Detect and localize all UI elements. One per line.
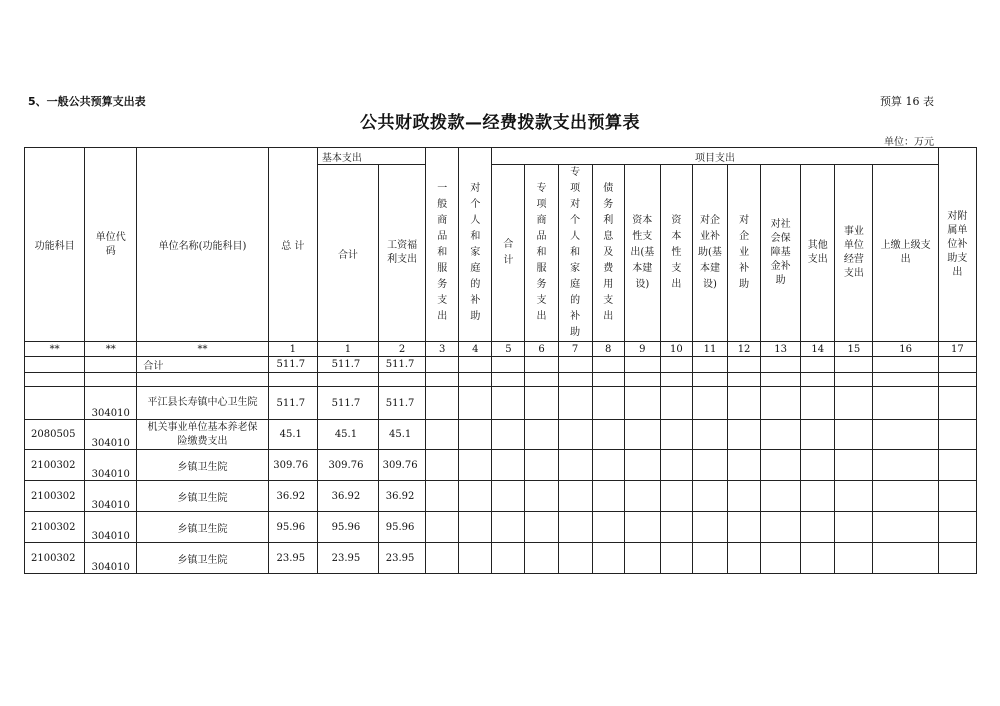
index-cell: 6 <box>525 342 558 357</box>
cell-func-subject <box>25 357 85 373</box>
index-cell: 3 <box>426 342 459 357</box>
cell-salary <box>379 373 426 387</box>
index-cell: 7 <box>558 342 592 357</box>
cell-salary: 95.96 <box>379 512 426 543</box>
cell-empty <box>728 450 761 481</box>
col-special-household: 专项对个人和家庭的补助 <box>558 165 592 342</box>
cell-empty <box>761 420 801 450</box>
cell-empty <box>558 357 592 373</box>
cell-empty <box>761 357 801 373</box>
index-cell: 10 <box>660 342 692 357</box>
cell-unit-code <box>85 357 137 373</box>
cell-unit-code: 304010 <box>85 387 137 420</box>
cell-empty <box>801 420 835 450</box>
cell-empty <box>692 373 727 387</box>
cell-empty <box>835 387 873 420</box>
cell-empty <box>459 357 492 373</box>
cell-empty <box>592 543 624 574</box>
cell-empty <box>558 512 592 543</box>
cell-basic-total <box>317 373 378 387</box>
cell-empty <box>660 450 692 481</box>
cell-empty <box>558 481 592 512</box>
cell-empty <box>660 373 692 387</box>
cell-salary: 511.7 <box>379 387 426 420</box>
cell-empty <box>692 512 727 543</box>
cell-empty <box>801 387 835 420</box>
cell-empty <box>525 543 558 574</box>
col-business-operation: 事业单位经营支出 <box>835 165 873 342</box>
cell-empty <box>761 543 801 574</box>
cell-empty <box>660 387 692 420</box>
cell-unit-name: 平江县长寿镇中心卫生院 <box>137 387 268 420</box>
cell-empty <box>525 481 558 512</box>
cell-func-subject <box>25 373 85 387</box>
cell-empty <box>426 481 459 512</box>
cell-empty <box>558 420 592 450</box>
cell-empty <box>624 387 660 420</box>
cell-basic-total: 95.96 <box>317 512 378 543</box>
cell-func-subject <box>25 387 85 420</box>
col-group-basic: 基本支出 <box>317 148 425 165</box>
cell-basic-total: 45.1 <box>317 420 378 450</box>
cell-empty <box>761 387 801 420</box>
cell-empty <box>426 543 459 574</box>
col-special-goods: 专项商品和服务支出 <box>525 165 558 342</box>
cell-empty <box>525 512 558 543</box>
cell-empty <box>692 450 727 481</box>
cell-unit-code: 304010 <box>85 543 137 574</box>
col-group-basic-ext <box>426 148 459 165</box>
index-cell: 15 <box>835 342 873 357</box>
cell-total: 511.7 <box>268 357 317 373</box>
cell-empty <box>426 450 459 481</box>
index-cell: 16 <box>873 342 938 357</box>
col-household-subsidy: 对个人和家庭的补助 <box>459 165 492 342</box>
cell-empty <box>459 387 492 420</box>
table-row <box>25 420 977 450</box>
cell-empty <box>938 450 976 481</box>
cell-empty <box>761 512 801 543</box>
table-row <box>25 387 977 420</box>
cell-empty <box>558 387 592 420</box>
cell-empty <box>801 373 835 387</box>
cell-empty <box>835 512 873 543</box>
cell-empty <box>938 481 976 512</box>
cell-empty <box>592 373 624 387</box>
cell-func-subject: 2100302 <box>25 450 85 481</box>
cell-unit-name: 合计 <box>137 357 268 373</box>
index-cell: 1 <box>268 342 317 357</box>
cell-empty <box>624 481 660 512</box>
cell-empty <box>692 543 727 574</box>
cell-empty <box>492 387 525 420</box>
table-row <box>25 357 977 373</box>
col-affiliated-subsidy: 对附属单位补助支出 <box>938 148 976 342</box>
index-cell: 1 <box>317 342 378 357</box>
index-cell: 12 <box>728 342 761 357</box>
cell-unit-code <box>85 373 137 387</box>
index-cell: ** <box>85 342 137 357</box>
col-social-security: 对社会保障基金补助 <box>761 165 801 342</box>
cell-empty <box>492 420 525 450</box>
table-number: 预算 16 表 <box>880 95 934 108</box>
table-row <box>25 373 977 387</box>
cell-salary: 36.92 <box>379 481 426 512</box>
cell-empty <box>835 543 873 574</box>
cell-empty <box>492 543 525 574</box>
cell-empty <box>558 450 592 481</box>
cell-basic-total: 23.95 <box>317 543 378 574</box>
col-unit-name: 单位名称(功能科目) <box>137 148 268 342</box>
cell-empty <box>873 481 938 512</box>
cell-empty <box>492 512 525 543</box>
cell-empty <box>692 387 727 420</box>
section-title: 5、一般公共预算支出表 <box>28 95 146 108</box>
cell-empty <box>459 543 492 574</box>
cell-empty <box>492 481 525 512</box>
cell-empty <box>938 420 976 450</box>
cell-empty <box>728 420 761 450</box>
cell-empty <box>761 481 801 512</box>
cell-basic-total: 511.7 <box>317 357 378 373</box>
cell-salary: 45.1 <box>379 420 426 450</box>
cell-empty <box>459 450 492 481</box>
col-project-total: 合计 <box>492 165 525 342</box>
cell-func-subject: 2100302 <box>25 512 85 543</box>
cell-empty <box>873 450 938 481</box>
cell-unit-code: 304010 <box>85 512 137 543</box>
cell-empty <box>801 357 835 373</box>
cell-empty <box>426 373 459 387</box>
cell-empty <box>938 373 976 387</box>
cell-empty <box>660 481 692 512</box>
cell-total: 36.92 <box>268 481 317 512</box>
cell-empty <box>592 387 624 420</box>
cell-empty <box>660 357 692 373</box>
cell-empty <box>835 481 873 512</box>
cell-total: 511.7 <box>268 387 317 420</box>
cell-empty <box>525 357 558 373</box>
cell-empty <box>624 357 660 373</box>
cell-func-subject: 2080505 <box>25 420 85 450</box>
cell-empty <box>426 387 459 420</box>
cell-empty <box>592 512 624 543</box>
cell-unit-name: 乡镇卫生院 <box>137 481 268 512</box>
cell-empty <box>835 373 873 387</box>
cell-total: 309.76 <box>268 450 317 481</box>
cell-empty <box>873 512 938 543</box>
cell-empty <box>692 357 727 373</box>
index-cell: ** <box>137 342 268 357</box>
cell-empty <box>624 450 660 481</box>
budget-table <box>24 147 977 574</box>
cell-empty <box>459 481 492 512</box>
cell-empty <box>692 420 727 450</box>
cell-empty <box>525 387 558 420</box>
index-cell: 17 <box>938 342 976 357</box>
cell-empty <box>558 543 592 574</box>
cell-empty <box>801 481 835 512</box>
cell-total <box>268 373 317 387</box>
cell-empty <box>873 373 938 387</box>
cell-empty <box>728 373 761 387</box>
cell-empty <box>624 373 660 387</box>
cell-empty <box>938 512 976 543</box>
cell-unit-name: 乡镇卫生院 <box>137 512 268 543</box>
table-row <box>25 450 977 481</box>
cell-empty <box>426 512 459 543</box>
cell-empty <box>459 373 492 387</box>
col-debt-interest: 债务利息及费用支出 <box>592 165 624 342</box>
index-cell: 4 <box>459 342 492 357</box>
cell-empty <box>592 450 624 481</box>
cell-empty <box>592 481 624 512</box>
col-func-subject: 功能科目 <box>25 148 85 342</box>
table-row <box>25 512 977 543</box>
cell-empty <box>558 373 592 387</box>
cell-empty <box>592 357 624 373</box>
cell-empty <box>660 543 692 574</box>
col-goods-services: 一般商品和服务支出 <box>426 165 459 342</box>
cell-total: 45.1 <box>268 420 317 450</box>
cell-empty <box>426 420 459 450</box>
cell-empty <box>592 420 624 450</box>
cell-empty <box>835 450 873 481</box>
cell-empty <box>459 420 492 450</box>
cell-empty <box>492 357 525 373</box>
cell-unit-name: 机关事业单位基本养老保险缴费支出 <box>137 420 268 450</box>
col-total: 总 计 <box>268 148 317 342</box>
cell-empty <box>873 420 938 450</box>
col-capital: 资本性支出 <box>660 165 692 342</box>
cell-empty <box>761 450 801 481</box>
cell-func-subject: 2100302 <box>25 481 85 512</box>
cell-unit-name <box>137 373 268 387</box>
index-cell: 11 <box>692 342 727 357</box>
cell-empty <box>525 450 558 481</box>
cell-unit-code: 304010 <box>85 420 137 450</box>
unit-note: 单位：万元 <box>884 137 934 148</box>
cell-empty <box>835 357 873 373</box>
col-capital-construction: 资本性支出(基本建设) <box>624 165 660 342</box>
col-group-basic-ext-2 <box>459 148 492 165</box>
index-cell: 2 <box>379 342 426 357</box>
cell-basic-total: 511.7 <box>317 387 378 420</box>
col-enterprise-subsidy: 对企业补助 <box>728 165 761 342</box>
cell-unit-name: 乡镇卫生院 <box>137 543 268 574</box>
cell-total: 23.95 <box>268 543 317 574</box>
header-row-group <box>25 148 977 165</box>
col-unit-code: 单位代码 <box>85 148 137 342</box>
cell-empty <box>660 420 692 450</box>
cell-empty <box>873 357 938 373</box>
cell-empty <box>692 481 727 512</box>
index-cell: ** <box>25 342 85 357</box>
cell-empty <box>624 543 660 574</box>
index-cell: 14 <box>801 342 835 357</box>
cell-empty <box>525 420 558 450</box>
col-other: 其他支出 <box>801 165 835 342</box>
page-title: 公共财政拨款—经费拨款支出预算表 <box>360 113 640 133</box>
cell-empty <box>492 373 525 387</box>
cell-empty <box>624 512 660 543</box>
index-row-group <box>25 342 977 357</box>
index-cell: 8 <box>592 342 624 357</box>
cell-salary: 309.76 <box>379 450 426 481</box>
cell-unit-name: 乡镇卫生院 <box>137 450 268 481</box>
cell-empty <box>873 543 938 574</box>
col-enterprise-construction: 对企业补助(基本建设) <box>692 165 727 342</box>
cell-unit-code: 304010 <box>85 450 137 481</box>
cell-empty <box>801 450 835 481</box>
col-upper-level: 上缴上级支出 <box>873 165 938 342</box>
table-row <box>25 543 977 574</box>
cell-empty <box>728 357 761 373</box>
cell-empty <box>938 387 976 420</box>
col-group-project: 项目支出 <box>492 148 938 165</box>
cell-basic-total: 309.76 <box>317 450 378 481</box>
cell-func-subject: 2100302 <box>25 543 85 574</box>
col-salary: 工资福利支出 <box>379 165 426 342</box>
cell-empty <box>624 420 660 450</box>
cell-empty <box>492 450 525 481</box>
cell-empty <box>835 420 873 450</box>
cell-empty <box>426 357 459 373</box>
cell-salary: 23.95 <box>379 543 426 574</box>
cell-empty <box>728 387 761 420</box>
cell-empty <box>728 543 761 574</box>
cell-empty <box>525 373 558 387</box>
col-basic-total: 合计 <box>317 165 378 342</box>
cell-salary: 511.7 <box>379 357 426 373</box>
cell-unit-code: 304010 <box>85 481 137 512</box>
cell-total: 95.96 <box>268 512 317 543</box>
cell-empty <box>728 512 761 543</box>
index-cell: 9 <box>624 342 660 357</box>
cell-empty <box>801 512 835 543</box>
cell-empty <box>938 357 976 373</box>
index-row <box>25 342 977 357</box>
cell-empty <box>801 543 835 574</box>
cell-empty <box>728 481 761 512</box>
cell-empty <box>660 512 692 543</box>
cell-empty <box>761 373 801 387</box>
cell-basic-total: 36.92 <box>317 481 378 512</box>
cell-empty <box>873 387 938 420</box>
index-cell: 13 <box>761 342 801 357</box>
cell-empty <box>938 543 976 574</box>
table-row <box>25 481 977 512</box>
index-cell: 5 <box>492 342 525 357</box>
cell-empty <box>459 512 492 543</box>
data-rows <box>25 357 977 574</box>
